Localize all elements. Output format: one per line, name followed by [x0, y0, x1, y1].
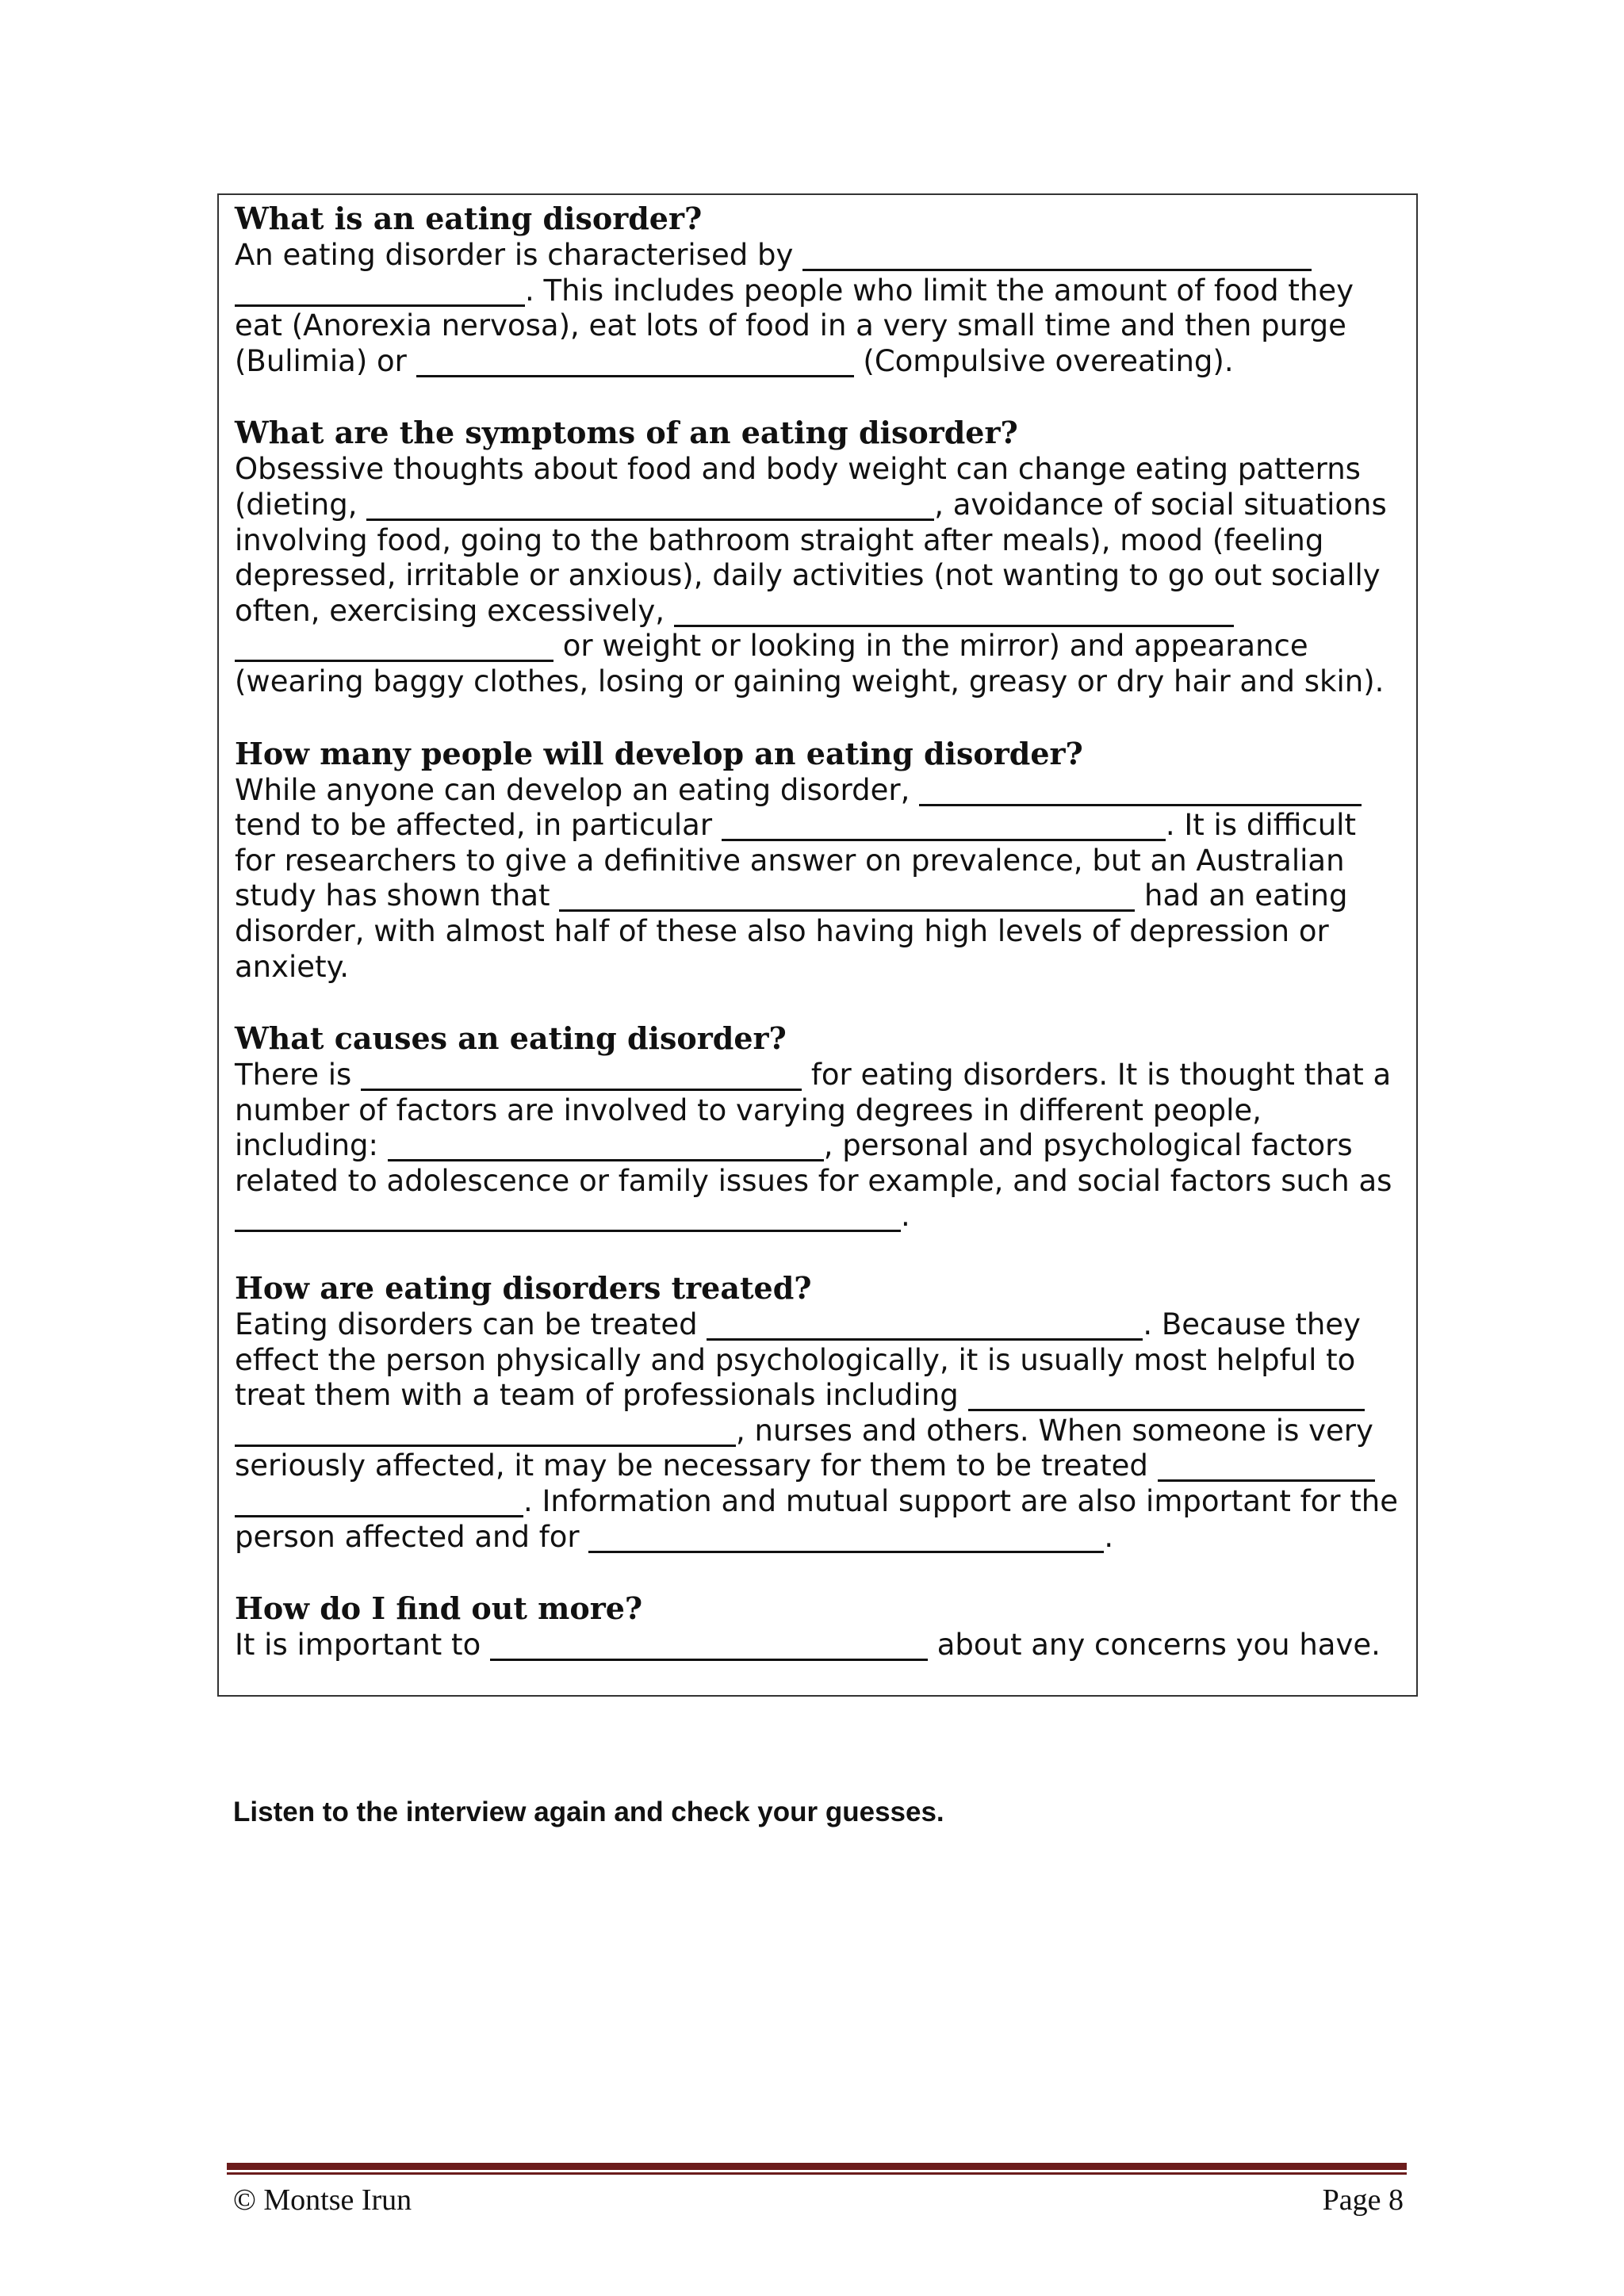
footer-page-number: Page 8: [1322, 2183, 1404, 2217]
section-paragraph: Obsessive thoughts about food and body weight can change eating patterns (dieting, , avoidance of social situations involving food, going to the bathroom straight after meals), mood (feeling depressed, irritable or anxious), daily activities (not wanting to go out socially often, exercising excessively, or weight or looking in the mirror) and appearance (wearing baggy clothes, losing or gaining weight, greasy or dry hair and skin).: [235, 452, 1387, 698]
answer-blank[interactable]: [235, 1487, 523, 1517]
section-find-out-more: [235, 1590, 1402, 1663]
section-paragraph: While anyone can develop an eating disorder, tend to be affected, in particular . It is difficult for researchers to give a definitive answer on prevalence, but an Australian study has shown that had an eating disorder, with almost half of these also having high levels of depression or anxiety.: [235, 773, 1402, 985]
answer-blank[interactable]: [802, 240, 1312, 271]
answer-blank[interactable]: [919, 775, 1362, 806]
answer-blank[interactable]: [388, 1131, 824, 1161]
section-what-is: [235, 200, 1402, 379]
answer-blank[interactable]: [235, 1201, 901, 1232]
worksheet-box: [217, 193, 1418, 1697]
section-paragraph: It is important to about any concerns you have.: [235, 1628, 1381, 1663]
section-heading: What is an eating disorder?: [235, 201, 703, 236]
section-prevalence: [235, 735, 1402, 985]
section-paragraph: Eating disorders can be treated . Because they effect the person physically and psychologically, it is usually most helpful to treat them with a team of professionals including , nurses and others. When someone is very seriously affected, it may be necessary for them to be treated . Information and mutual support are also important for the person affected and for .: [235, 1307, 1398, 1554]
answer-blank[interactable]: [361, 1060, 802, 1091]
section-heading: How do I find out more?: [235, 1590, 643, 1627]
answer-blank[interactable]: [235, 1416, 736, 1447]
answer-blank[interactable]: [968, 1380, 1365, 1411]
answer-blank[interactable]: [1158, 1451, 1375, 1482]
section-heading: How are eating disorders treated?: [235, 1270, 812, 1307]
footer-divider: [227, 2163, 1407, 2175]
answer-blank[interactable]: [707, 1310, 1143, 1341]
section-symptoms: [235, 414, 1402, 699]
section-heading: What causes an eating disorder?: [235, 1020, 787, 1057]
section-causes: [235, 1020, 1402, 1234]
answer-blank[interactable]: [235, 276, 525, 307]
section-heading: How many people will develop an eating disorder?: [235, 735, 1083, 771]
answer-blank[interactable]: [366, 490, 934, 521]
answer-blank[interactable]: [235, 631, 553, 662]
answer-blank[interactable]: [416, 346, 854, 377]
footer-copyright: © Montse Irun: [233, 2183, 412, 2217]
instruction-text: Listen to the interview again and check your guesses.: [233, 1797, 944, 1827]
section-paragraph: There is for eating disorders. It is thought that a number of factors are involved to varying degrees in different people, including: , personal and psychological factors related to adolescence or family issues for example, and social factors such as .: [235, 1058, 1392, 1234]
section-heading: What are the symptoms of an eating disorder?: [235, 415, 1018, 451]
answer-blank[interactable]: [490, 1630, 928, 1661]
answer-blank[interactable]: [674, 596, 1234, 627]
section-paragraph: An eating disorder is characterised by . This includes people who limit the amount of food they eat (Anorexia nervosa), eat lots of food in a very small time and then purge (Bulimia) or (Compulsive overeating).: [235, 238, 1354, 378]
answer-blank[interactable]: [588, 1522, 1104, 1553]
answer-blank[interactable]: [722, 810, 1166, 841]
answer-blank[interactable]: [559, 881, 1135, 912]
section-treatment: [235, 1269, 1402, 1555]
